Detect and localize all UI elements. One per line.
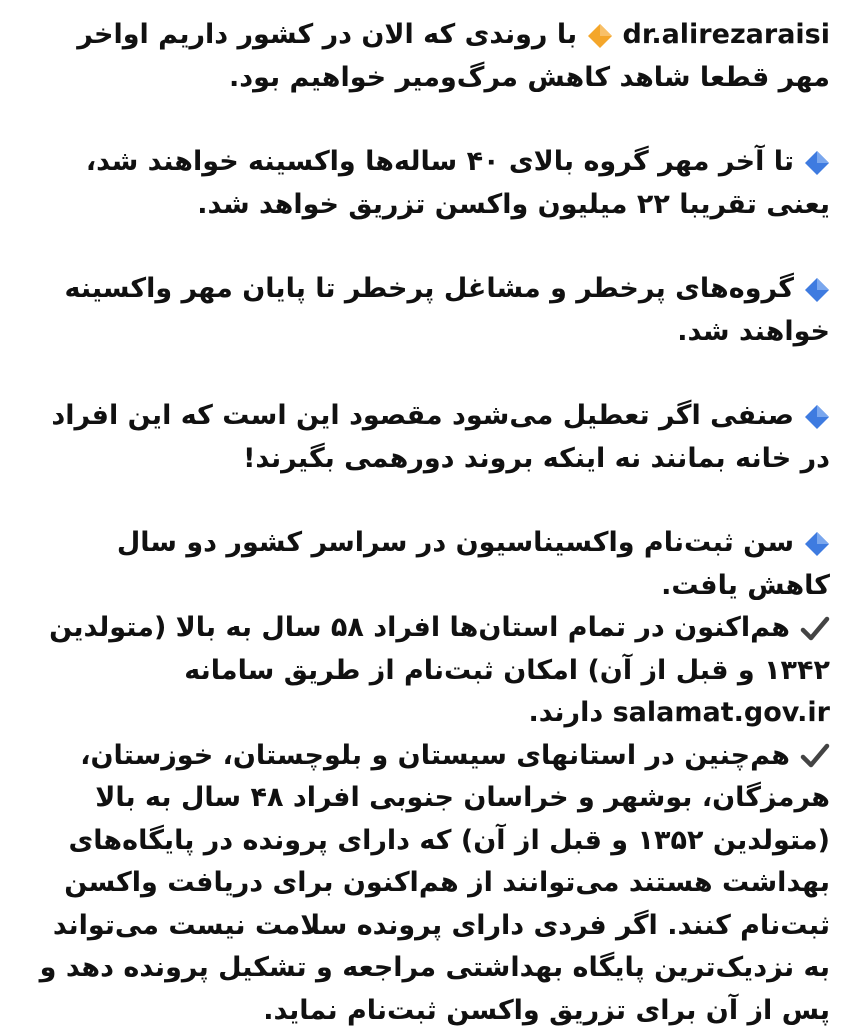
check-item <box>34 735 830 1032</box>
bullet-text: سن ثبت‌نام واکسیناسیون در سراسر کشور دو سال کاهش یافت. <box>117 527 830 601</box>
post-intro <box>34 14 830 99</box>
orange-diamond-icon <box>587 23 613 49</box>
check-mark-icon <box>800 616 830 642</box>
check-text: هم‌اکنون در تمام استان‌ها افراد ۵۸ سال به بالا (متولدین ۱۳۴۲ و قبل از آن) امکان ثبت‌نام از طریق سامانه <box>49 612 830 686</box>
bullet-text: صنفی اگر تعطیل می‌شود مقصود این است که این افراد در خانه بمانند نه اینکه بروند دورهمی بگیرند! <box>51 400 830 474</box>
intro-text: با روندی که الان در کشور داریم اواخر مهر قطعا شاهد کاهش مرگ‌ومیر خواهیم بود. <box>77 19 830 93</box>
check-item <box>34 607 830 735</box>
salamat-link[interactable]: salamat.gov.ir <box>613 697 830 728</box>
bullet-text: گروه‌های پرخطر و مشاغل پرخطر تا پایان مهر واکسینه خواهند شد. <box>64 273 830 347</box>
check-text-end: دارند. <box>529 697 604 728</box>
post-caption <box>34 14 830 1032</box>
blue-diamond-icon <box>804 150 830 176</box>
author-username[interactable]: dr.alirezaraisi <box>623 19 830 50</box>
blue-diamond-icon <box>804 404 830 430</box>
blue-diamond-icon <box>804 277 830 303</box>
blue-diamond-icon <box>804 531 830 557</box>
bullet-point <box>34 395 830 480</box>
bullet-point <box>34 522 830 607</box>
check-text: هم‌چنین در استانهای سیستان و بلوچستان، خوزستان، هرمزگان، بوشهر و خراسان جنوبی افراد ۴۸ سال به بالا (متولدین ۱۳۵۲ و قبل از آن) که دارای پرونده در پایگاه‌های بهداشت هستند می‌توانند از هم‌اکنون برای دریافت واکسن ثبت‌نام کنند. اگر فردی دارای پرونده سلامت نیست می‌تواند به نزدیک‌ترین پایگاه بهداشتی مراجعه و تشکیل پرونده دهد و پس از آن برای تزریق واکسن ثبت‌نام نماید. <box>40 740 830 1026</box>
bullet-point <box>34 141 830 226</box>
check-mark-icon <box>800 743 830 769</box>
bullet-text: تا آخر مهر گروه بالای ۴۰ ساله‌ها واکسینه خواهند شد، یعنی تقریبا ۲۲ میلیون واکسن تزریق خواهد شد. <box>86 146 830 220</box>
bullet-point <box>34 268 830 353</box>
